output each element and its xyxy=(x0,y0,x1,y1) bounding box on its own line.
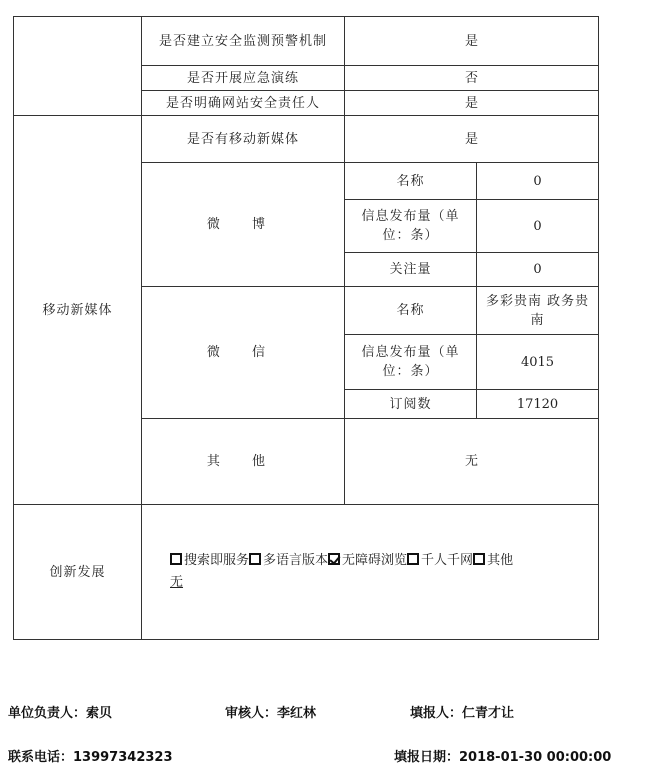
weixin-name-value: 多彩贵南 政务贵南 xyxy=(477,287,599,335)
innovation-option[interactable]: 千人千网 xyxy=(407,553,473,568)
weibo-name-value: 0 xyxy=(477,163,599,200)
contact-phone: 联系电话：13997342323 xyxy=(8,750,173,765)
has-mobile-value: 是 xyxy=(345,116,599,163)
table-row xyxy=(14,505,599,640)
reviewer: 审核人：李红林 xyxy=(225,706,317,721)
has-mobile-label: 是否有移动新媒体 xyxy=(142,116,345,163)
weixin-posts-value: 4015 xyxy=(477,335,599,390)
mobile-section-label: 移动新媒体 xyxy=(14,116,142,505)
other-value: 无 xyxy=(345,419,599,505)
innovation-option[interactable]: 无障碍浏览 xyxy=(328,553,407,568)
weixin-subs-value: 17120 xyxy=(477,390,599,419)
weibo-follow-value: 0 xyxy=(477,253,599,287)
weixin-subs-label: 订阅数 xyxy=(345,390,477,419)
innovation-option[interactable]: 其他 xyxy=(473,553,513,568)
empty-section-cell xyxy=(14,17,142,116)
weibo-posts-label: 信息发布量（单位：条） xyxy=(345,200,477,253)
responsible-label: 是否明确网站安全责任人 xyxy=(142,91,345,116)
weibo-name-label: 名称 xyxy=(345,163,477,200)
other-label: 其 他 xyxy=(142,419,345,505)
table-row xyxy=(14,116,599,163)
weixin-label: 微 信 xyxy=(142,287,345,419)
checkbox-icon[interactable] xyxy=(170,553,182,565)
filler: 填报人：仁青才让 xyxy=(410,706,515,721)
innovation-label: 创新发展 xyxy=(14,505,142,640)
innovation-option[interactable]: 多语言版本 xyxy=(249,553,328,568)
innovation-option[interactable]: 搜索即服务 xyxy=(170,553,249,568)
unit-head: 单位负责人：索贝 xyxy=(8,706,113,721)
fill-date: 填报日期：2018-01-30 00:00:00 xyxy=(394,750,612,765)
drill-label: 是否开展应急演练 xyxy=(142,66,345,91)
checkbox-checked-icon[interactable] xyxy=(328,553,340,565)
responsible-value: 是 xyxy=(345,91,599,116)
weibo-follow-label: 关注量 xyxy=(345,253,477,287)
checkbox-icon[interactable] xyxy=(407,553,419,565)
drill-value: 否 xyxy=(345,66,599,91)
checkbox-icon[interactable] xyxy=(249,553,261,565)
monitoring-value: 是 xyxy=(345,17,599,66)
weixin-posts-label: 信息发布量（单位：条） xyxy=(345,335,477,390)
weibo-label: 微 博 xyxy=(142,163,345,287)
checkbox-icon[interactable] xyxy=(473,553,485,565)
innovation-other-value: 无 xyxy=(170,575,184,590)
table-row xyxy=(14,17,599,66)
monitoring-label: 是否建立安全监测预警机制 xyxy=(142,17,345,66)
weixin-name-label: 名称 xyxy=(345,287,477,335)
innovation-options-cell xyxy=(142,505,599,640)
report-table xyxy=(13,16,599,640)
weibo-posts-value: 0 xyxy=(477,200,599,253)
